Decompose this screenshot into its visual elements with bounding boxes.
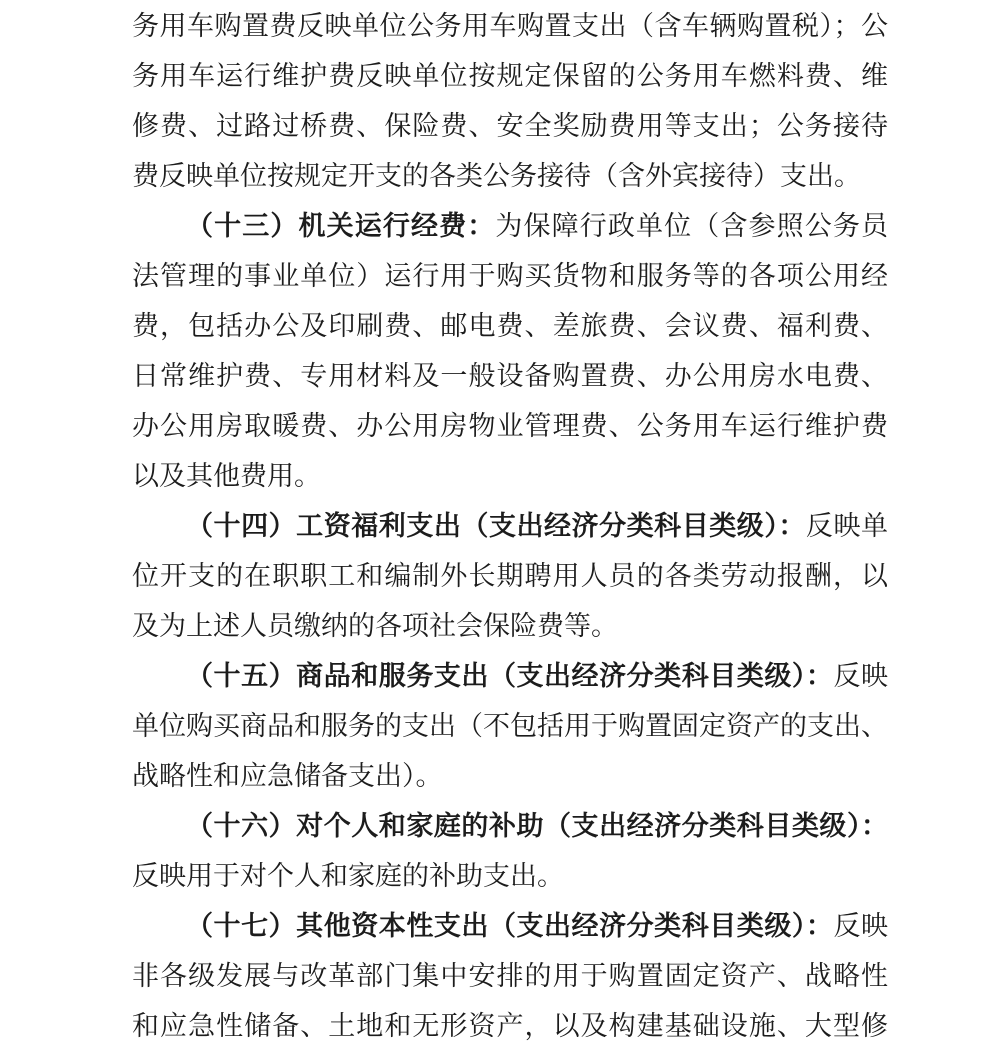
text-run: 反映用于对个人和家庭的补助支出。: [132, 861, 564, 892]
document-line: [132, 2, 888, 52]
text-run: 务用车运行维护费反映单位按规定保留的公务用车燃料费、维: [132, 61, 888, 92]
text-run: 修费、过路过桥费、保险费、安全奖励费用等支出；公务接待: [132, 111, 888, 142]
document-line: [132, 402, 888, 452]
section-heading-run: （十五）商品和服务支出（支出经济分类科目类级）：: [186, 661, 834, 692]
text-run: 反映单: [805, 511, 889, 542]
text-run: 及为上述人员缴纳的各项社会保险费等。: [132, 611, 618, 642]
text-run: 费，包括办公及印刷费、邮电费、差旅费、会议费、福利费、: [132, 311, 888, 342]
document-line-section-17: [132, 902, 888, 952]
text-run: 反映: [833, 911, 889, 942]
document-line: [132, 1002, 888, 1052]
document-line-section-13: [132, 202, 888, 252]
document-line: [132, 152, 888, 202]
text-run: 办公用房取暖费、办公用房物业管理费、公务用车运行维护费: [132, 411, 888, 442]
document-line-section-15: [132, 652, 888, 702]
text-run: 法管理的事业单位）运行用于购买货物和服务等的各项公用经: [132, 261, 888, 292]
text-run: 务用车购置费反映单位公务用车购置支出（含车辆购置税）；公: [132, 11, 888, 42]
text-run: 和应急性储备、土地和无形资产，以及构建基础设施、大型修: [132, 1011, 888, 1042]
document-line: [132, 952, 888, 1002]
document-line-section-14: [132, 502, 888, 552]
text-run: 单位购买商品和服务的支出（不包括用于购置固定资产的支出、: [132, 711, 888, 742]
document-line-section-16: [132, 802, 888, 852]
document-line: [132, 552, 888, 602]
document-line: [132, 102, 888, 152]
text-run: 为保障行政单位（含参照公务员: [495, 211, 888, 242]
section-heading-run: （十四）工资福利支出（支出经济分类科目类级）：: [186, 511, 806, 542]
text-run: 战略性和应急储备支出）。: [132, 761, 443, 792]
document-line: [132, 852, 888, 902]
text-run: 以及其他费用。: [132, 461, 321, 492]
document-line: [132, 702, 888, 752]
section-heading-run: （十六）对个人和家庭的补助（支出经济分类科目类级）：: [186, 811, 888, 842]
text-run: 非各级发展与改革部门集中安排的用于购置固定资产、战略性: [132, 961, 888, 992]
document-text-block: [132, 0, 888, 1052]
text-run: 费反映单位按规定开支的各类公务接待（含外宾接待）支出。: [132, 161, 861, 192]
text-run: 位开支的在职职工和编制外长期聘用人员的各类劳动报酬，以: [132, 561, 888, 592]
text-run: 反映: [833, 661, 889, 692]
text-run: 日常维护费、专用材料及一般设备购置费、办公用房水电费、: [132, 361, 888, 392]
document-line: [132, 452, 888, 502]
document-line: [132, 752, 888, 802]
section-heading-run: （十三）机关运行经费：: [186, 211, 496, 242]
document-line: [132, 52, 888, 102]
document-line: [132, 252, 888, 302]
document-line: [132, 352, 888, 402]
section-heading-run: （十七）其他资本性支出（支出经济分类科目类级）：: [186, 911, 834, 942]
document-line: [132, 302, 888, 352]
document-line: [132, 602, 888, 652]
